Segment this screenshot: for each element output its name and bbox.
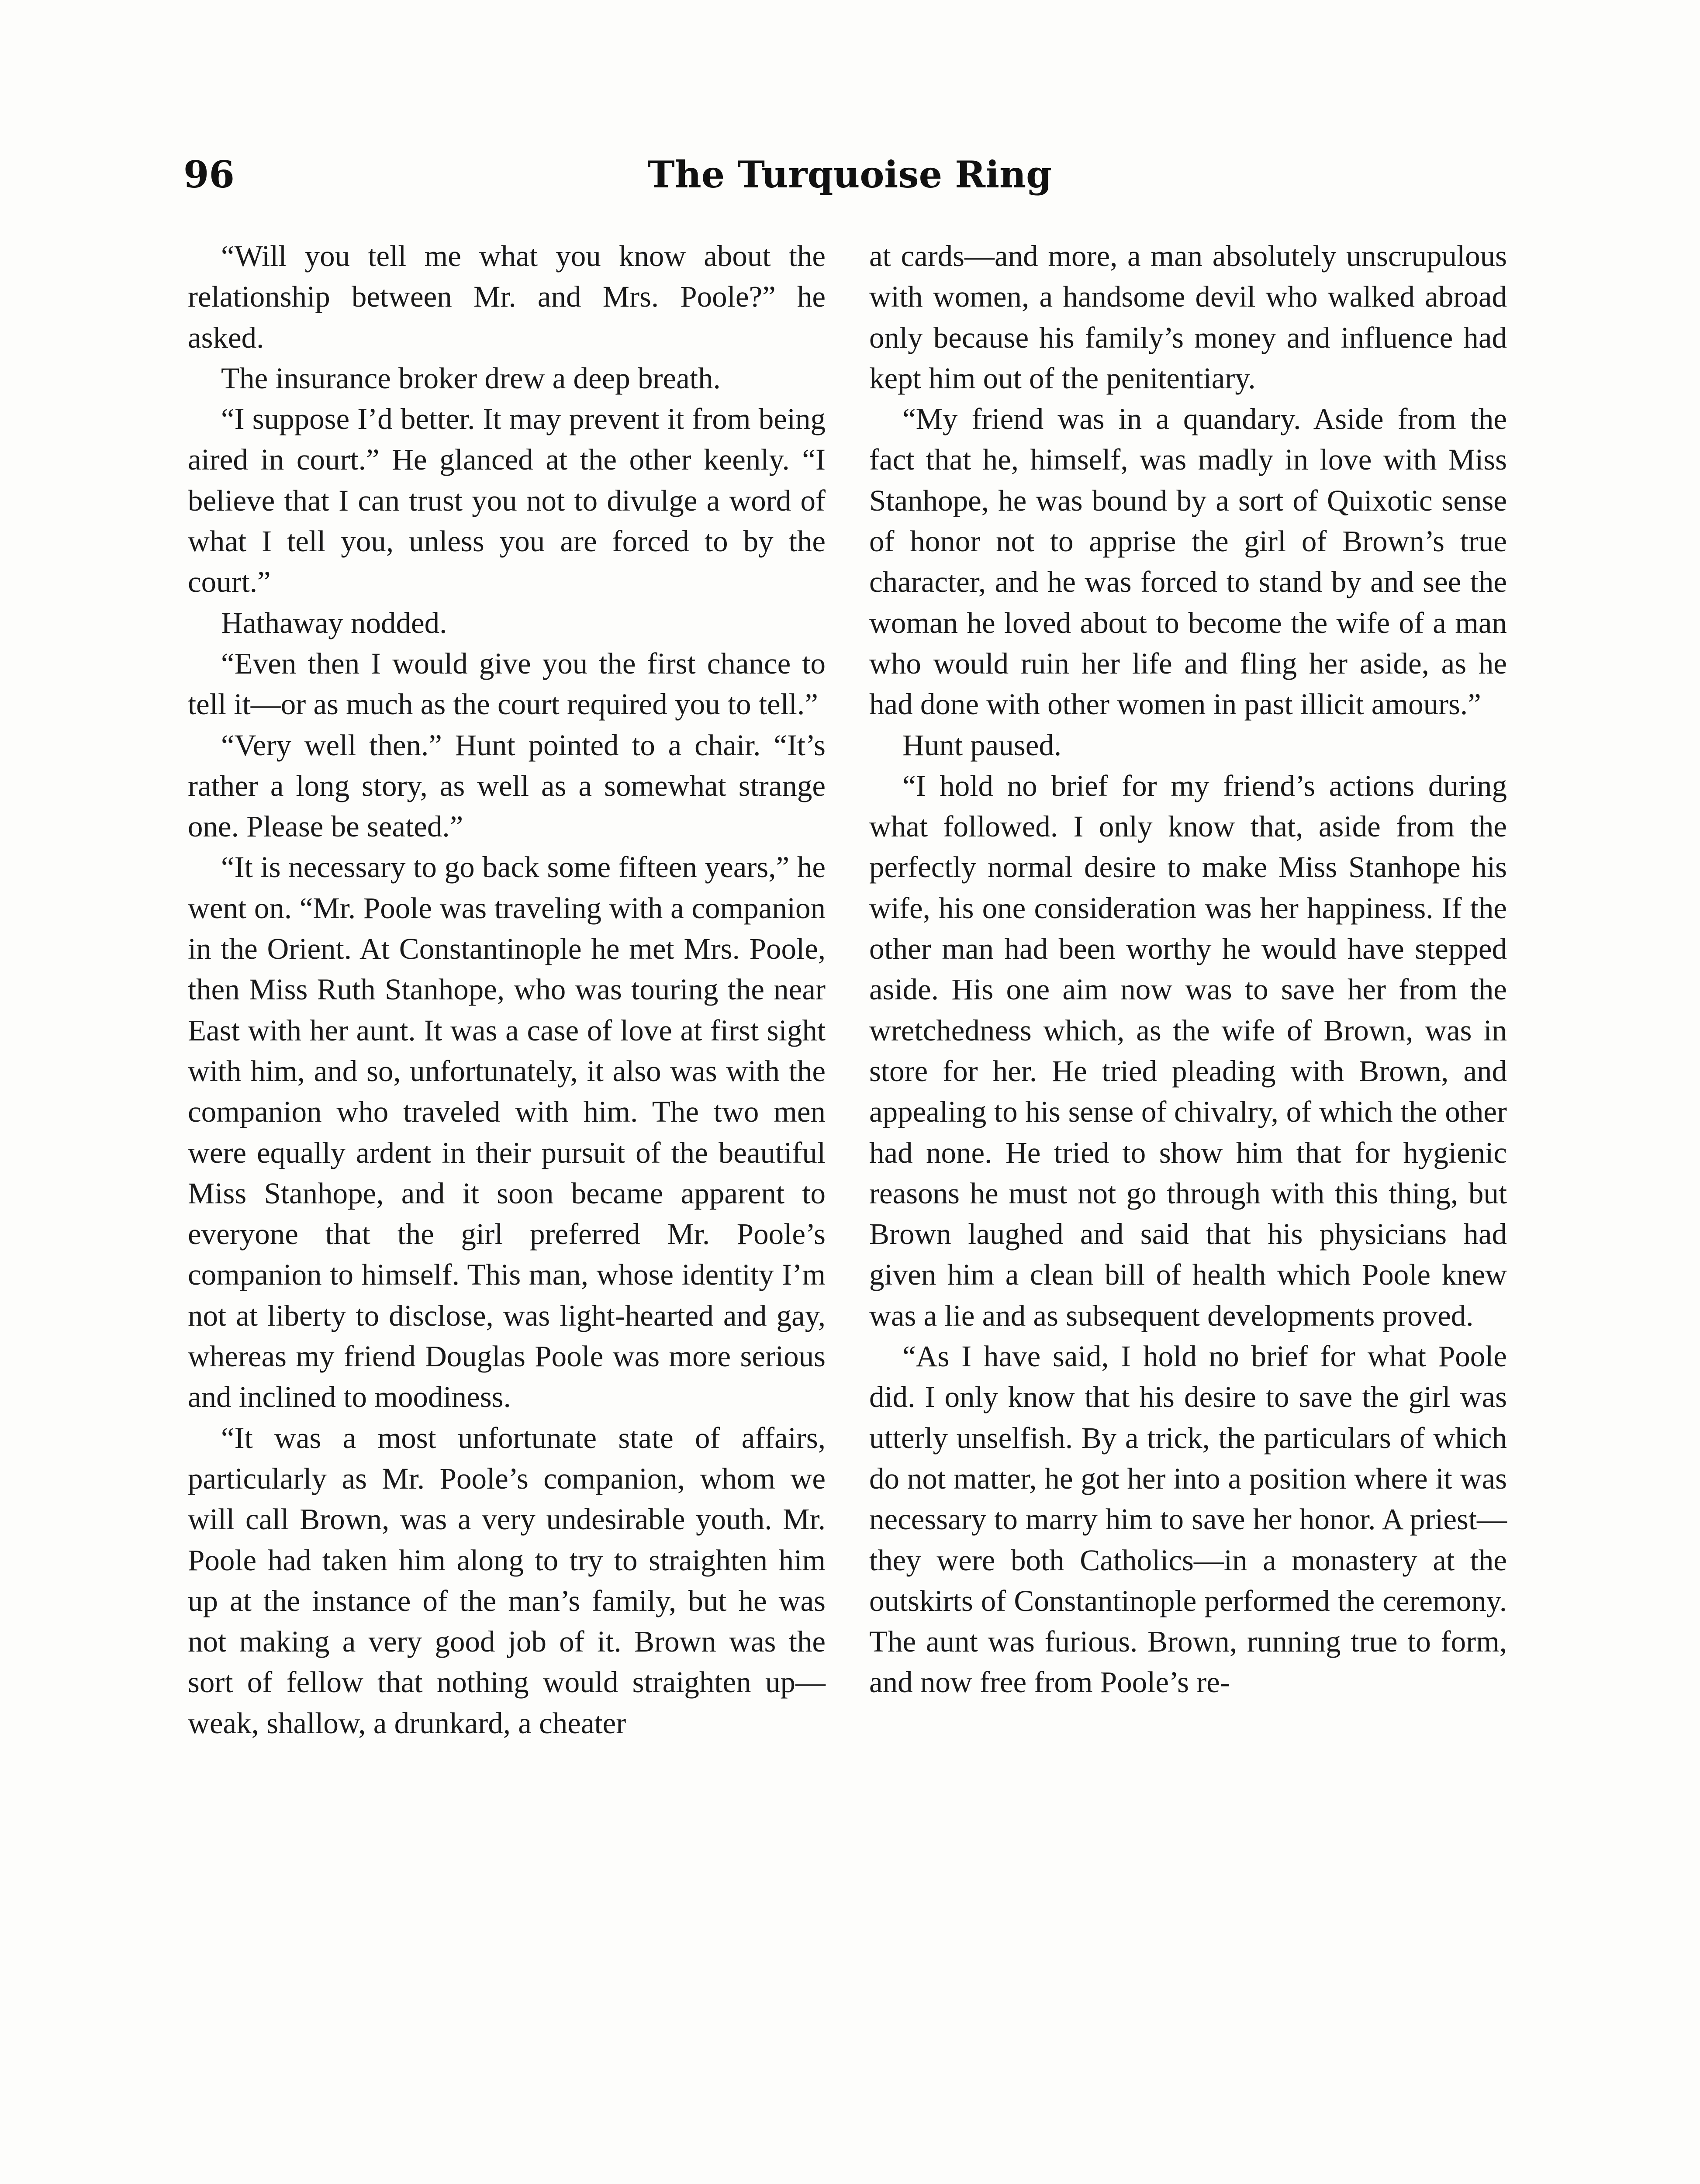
paragraph: “It is necessary to go back some fifteen years,” he went on. “Mr. Poole was traveling with a companion in the Orient. At Constantinople he met Mrs. Poole, then Miss Ruth Stanhope, who was touring the near East with her aunt. It was a case of love at first sight with him, and so, unfortunately, it also was with the companion who traveled with him. The two men were equally ardent in their pursuit of the beautiful Miss Stanhope, and it soon became apparent to everyone that the girl preferred Mr. Poole’s companion to himself. This man, whose identity I’m not at liberty to disclose, was light-hearted and gay, whereas my friend Douglas Poole was more serious and inclined to moodiness. (188, 850, 826, 1414)
right-text-column (869, 236, 1507, 1703)
paragraph: “As I have said, I hold no brief for what Poole did. I only know that his desire to save the girl was utterly unselfish. By a trick, the particulars of which do not matter, he got her into a position where it was necessary to marry him to save her honor. A priest—they were both Catholics—in a monastery at the outskirts of Constantinople performed the ceremony. The aunt was furious. Brown, running true to form, and now free from Poole’s re- (869, 1340, 1507, 1699)
paragraph: The insurance broker drew a deep breath. (221, 361, 721, 395)
paragraph: Hathaway nodded. (221, 606, 447, 639)
paragraph: “Will you tell me what you know about the relationship between Mr. and Mrs. Poole?” he asked. (188, 239, 826, 354)
paragraph: “I hold no brief for my friend’s actions during what followed. I only know that, aside from the perfectly normal desire to make Miss Stanhope his wife, his one consideration was her happiness. If the other man had been worthy he would have stepped aside. His one aim now was to save her from the wretchedness which, as the wife of Brown, was in store for her. He tried pleading with Brown, and appealing to his sense of chivalry, of which the other had none. He tried to show him that for hygienic reasons he must not go through with this thing, but Brown laughed and said that his physicians had given him a clean bill of health which Poole knew was a lie and as subsequent developments proved. (869, 769, 1507, 1332)
page-header (183, 153, 1516, 205)
paragraph: “It was a most unfortunate state of affairs, particularly as Mr. Poole’s companion, whom we will call Brown, was a very undesirable youth. Mr. Poole had taken him along to try to straighten him up at the instance of the man’s family, but he was not making a very good job of it. Brown was the sort of fellow that nothing would straighten up—weak, shallow, a drunkard, a cheater (188, 1421, 826, 1740)
running-title: The Turquoise Ring (647, 153, 1052, 196)
page-number: 96 (183, 153, 235, 196)
paragraph-continued: at cards—and more, a man absolutely unscrupulous with women, a handsome devil who walked abroad only because his family’s money and influence had kept him out of the penitentiary. (869, 239, 1507, 395)
left-text-column (188, 236, 826, 1744)
paragraph: “Even then I would give you the first chance to tell it—or as much as the court required you to tell.” (188, 646, 826, 721)
paragraph: “Very well then.” Hunt pointed to a chair. “It’s rather a long story, as well as a somewhat strange one. Please be seated.” (188, 728, 826, 843)
paragraph: “I suppose I’d better. It may prevent it from being aired in court.” He glanced at the other keenly. “I believe that I can trust you not to divulge a word of what I tell you, unless you are forced to by the court.” (188, 402, 826, 599)
paragraph: Hunt paused. (902, 728, 1062, 762)
paragraph: “My friend was in a quandary. Aside from the fact that he, himself, was madly in love with Miss Stanhope, he was bound by a sort of Quixotic sense of honor not to apprise the girl of Brown’s true character, and he was forced to stand by and see the woman he loved about to become the wife of a man who would ruin her life and fling her aside, as he had done with other women in past illicit amours.” (869, 402, 1507, 721)
